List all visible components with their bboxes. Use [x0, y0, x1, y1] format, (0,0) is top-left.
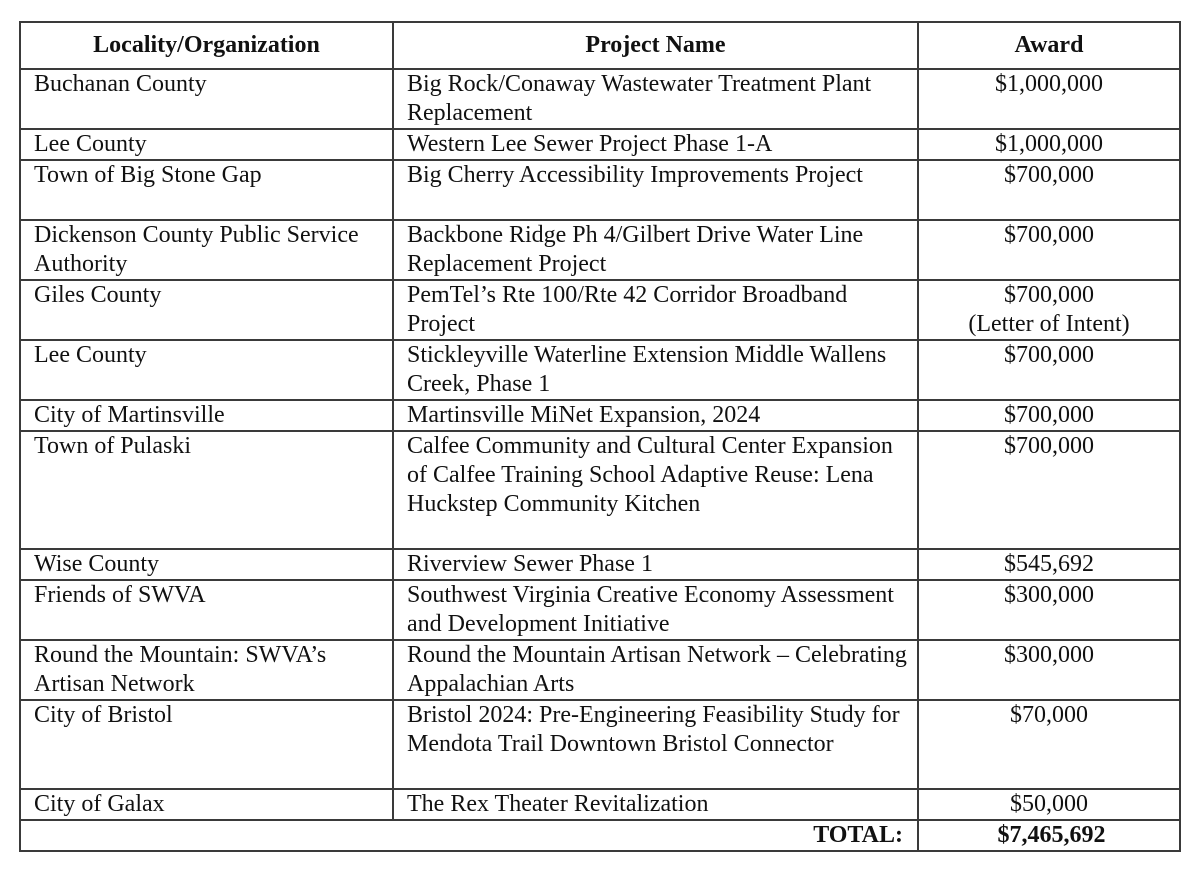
project-cell: Big Rock/Conaway Wastewater Treatment Plant Replacement: [393, 69, 918, 129]
award-cell: $545,692: [918, 549, 1180, 580]
award-amount: $700,000: [1004, 282, 1094, 308]
award-cell: $700,000: [918, 220, 1180, 280]
award-cell: $700,000: [918, 400, 1180, 431]
locality-cell: Buchanan County: [20, 69, 393, 129]
locality-cell: Round the Mountain: SWVA’s Artisan Network: [20, 640, 393, 700]
table-row: [20, 220, 1180, 280]
award-cell: $700,000: [918, 431, 1180, 549]
project-cell: The Rex Theater Revitalization: [393, 789, 918, 820]
table-row: [20, 160, 1180, 220]
locality-cell: Wise County: [20, 549, 393, 580]
locality-cell: Lee County: [20, 129, 393, 160]
locality-cell: City of Galax: [20, 789, 393, 820]
table-row: [20, 400, 1180, 431]
table-row: [20, 340, 1180, 400]
table-row: [20, 280, 1180, 340]
award-cell: [918, 280, 1180, 340]
award-cell: $1,000,000: [918, 69, 1180, 129]
locality-cell: City of Bristol: [20, 700, 393, 789]
total-row: [20, 820, 1180, 851]
locality-cell: City of Martinsville: [20, 400, 393, 431]
project-cell: Calfee Community and Cultural Center Expansion of Calfee Training School Adaptive Reuse: Lena Huckstep Community Kitchen: [393, 431, 918, 549]
project-cell: Western Lee Sewer Project Phase 1-A: [393, 129, 918, 160]
locality-cell: Town of Big Stone Gap: [20, 160, 393, 220]
awards-table: [19, 21, 1181, 852]
project-cell: Round the Mountain Artisan Network – Celebrating Appalachian Arts: [393, 640, 918, 700]
award-cell: $700,000: [918, 160, 1180, 220]
project-cell: Bristol 2024: Pre-Engineering Feasibility Study for Mendota Trail Downtown Bristol Connector: [393, 700, 918, 789]
locality-cell: Giles County: [20, 280, 393, 340]
table-row: [20, 700, 1180, 789]
table-row: [20, 69, 1180, 129]
project-cell: Big Cherry Accessibility Improvements Project: [393, 160, 918, 220]
table-row: [20, 640, 1180, 700]
table-row: [20, 431, 1180, 549]
locality-cell: Friends of SWVA: [20, 580, 393, 640]
award-cell: $300,000: [918, 580, 1180, 640]
total-value: $7,465,692: [918, 820, 1180, 851]
header-award: Award: [918, 22, 1180, 69]
locality-cell: Lee County: [20, 340, 393, 400]
award-cell: $700,000: [918, 340, 1180, 400]
locality-cell: Town of Pulaski: [20, 431, 393, 549]
project-cell: Martinsville MiNet Expansion, 2024: [393, 400, 918, 431]
award-cell: $70,000: [918, 700, 1180, 789]
project-cell: Backbone Ridge Ph 4/Gilbert Drive Water Line Replacement Project: [393, 220, 918, 280]
table-row: [20, 580, 1180, 640]
project-cell: Stickleyville Waterline Extension Middle Wallens Creek, Phase 1: [393, 340, 918, 400]
project-cell: PemTel’s Rte 100/Rte 42 Corridor Broadband Project: [393, 280, 918, 340]
header-locality: Locality/Organization: [20, 22, 393, 69]
table-row: [20, 789, 1180, 820]
award-cell: $50,000: [918, 789, 1180, 820]
award-cell: $1,000,000: [918, 129, 1180, 160]
header-project: Project Name: [393, 22, 918, 69]
header-row: [20, 22, 1180, 69]
total-label: TOTAL:: [20, 820, 918, 851]
project-cell: Southwest Virginia Creative Economy Assessment and Development Initiative: [393, 580, 918, 640]
table-row: [20, 549, 1180, 580]
table-row: [20, 129, 1180, 160]
award-cell: $300,000: [918, 640, 1180, 700]
award-note: (Letter of Intent): [968, 311, 1130, 337]
project-cell: Riverview Sewer Phase 1: [393, 549, 918, 580]
locality-cell: Dickenson County Public Service Authority: [20, 220, 393, 280]
